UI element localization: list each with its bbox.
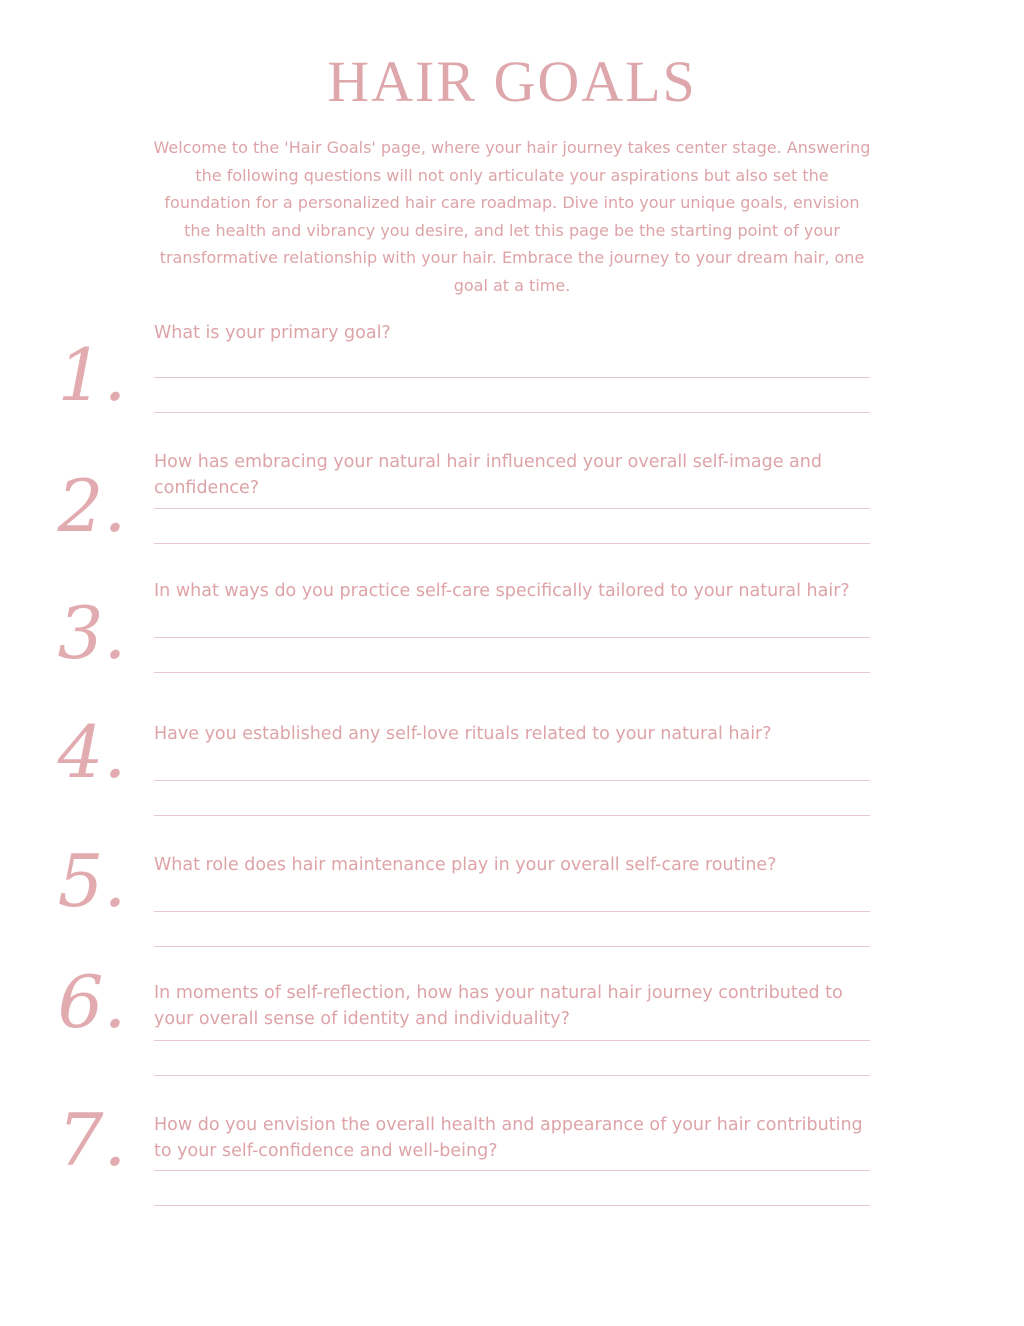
question-number: 2. bbox=[57, 464, 127, 548]
question-text: How do you envision the overall health and appearance of your hair contributing to your self-confidence and well-being? bbox=[154, 1115, 863, 1161]
answer-line[interactable] bbox=[154, 1075, 870, 1076]
answer-line[interactable] bbox=[154, 1040, 870, 1041]
answer-line[interactable] bbox=[154, 543, 870, 544]
answer-line[interactable] bbox=[154, 377, 870, 378]
answer-line[interactable] bbox=[154, 1170, 870, 1171]
question-text: In moments of self-reflection, how has your natural hair journey contributed to your overall sense of identity and individuality? bbox=[154, 983, 843, 1029]
question-text: What role does hair maintenance play in your overall self-care routine? bbox=[154, 855, 777, 875]
answer-line[interactable] bbox=[154, 946, 870, 947]
answer-line[interactable] bbox=[154, 637, 870, 638]
question-text: In what ways do you practice self-care specifically tailored to your natural hair? bbox=[154, 581, 850, 601]
page-title: HAIR GOALS bbox=[327, 49, 697, 114]
answer-line[interactable] bbox=[154, 815, 870, 816]
answer-line[interactable] bbox=[154, 911, 870, 912]
answer-line[interactable] bbox=[154, 672, 870, 673]
question-text: What is your primary goal? bbox=[154, 323, 391, 343]
answer-line[interactable] bbox=[154, 412, 870, 413]
question-number: 5. bbox=[57, 839, 127, 923]
answer-line[interactable] bbox=[154, 508, 870, 509]
answer-line[interactable] bbox=[154, 780, 870, 781]
intro-paragraph: Welcome to the 'Hair Goals' page, where your hair journey takes center stage. Answering the following questions will not only articulate your aspirations but also set the foundation for a personalized hair care roadmap. Dive into your unique goals, envision the health and vibrancy you desire, and let this page be the starting point of your transformative relationship with your hair. Embrace the journey to your dream hair, one goal at a time. bbox=[153, 138, 871, 295]
question-text: How has embracing your natural hair influenced your overall self-image and confidence? bbox=[154, 452, 822, 498]
question-number: 7. bbox=[57, 1098, 127, 1182]
answer-line[interactable] bbox=[154, 1205, 870, 1206]
question-number: 6. bbox=[57, 960, 127, 1044]
question-number: 3. bbox=[57, 591, 127, 675]
question-number: 1. bbox=[57, 333, 127, 417]
question-number: 4. bbox=[57, 710, 127, 794]
question-text: Have you established any self-love rituals related to your natural hair? bbox=[154, 724, 772, 744]
